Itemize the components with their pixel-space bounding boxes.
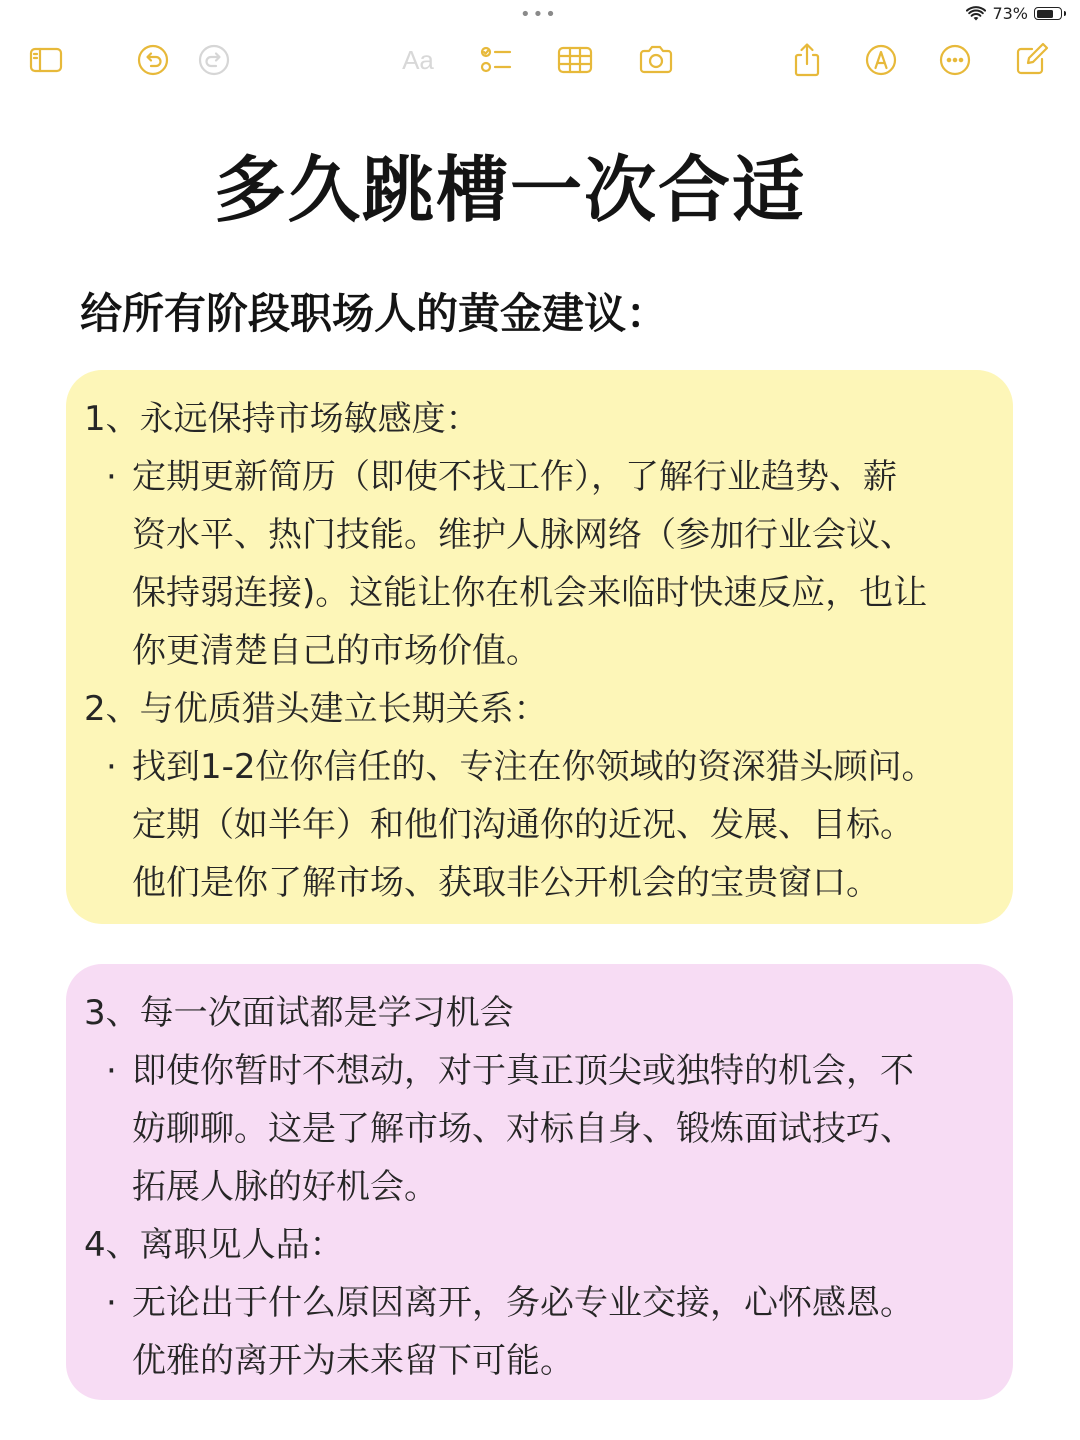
advice-line: 资水平、热门技能。维护人脉网络（参加行业会议、 xyxy=(132,515,914,555)
checklist-icon[interactable] xyxy=(476,40,516,80)
share-icon[interactable] xyxy=(787,40,827,80)
status-bar xyxy=(0,0,1080,30)
redo-icon[interactable] xyxy=(194,40,234,80)
undo-icon[interactable] xyxy=(133,40,173,80)
multitasking-dots[interactable]: ••• xyxy=(520,4,558,25)
advice-line: 定期更新简历（即使不找工作），了解行业趋势、薪 xyxy=(132,457,897,497)
wifi-icon xyxy=(966,6,986,22)
advice-item xyxy=(84,1216,995,1390)
more-options-icon[interactable] xyxy=(935,40,975,80)
advice-line: 他们是你了解市场、获取非公开机会的宝贵窗口。 xyxy=(132,863,880,903)
table-icon[interactable] xyxy=(555,40,595,80)
bullet-dot: · xyxy=(106,1051,117,1091)
advice-line: 定期（如半年）和他们沟通你的近况、发展、目标。 xyxy=(132,805,914,845)
note-title[interactable]: 多久跳槽一次合适 xyxy=(213,148,806,232)
advice-line: 即使你暂时不想动，对于真正顶尖或独特的机会，不 xyxy=(132,1051,914,1091)
advice-line: 保持弱连接)。这能让你在机会来临时快速反应，也让 xyxy=(132,573,928,613)
bullet-dot: · xyxy=(106,1283,117,1323)
advice-line: 妨聊聊。这是了解市场、对标自身、锻炼面试技巧、 xyxy=(132,1109,914,1149)
advice-body xyxy=(84,448,995,680)
advice-body xyxy=(84,1274,995,1390)
sidebar-toggle-icon[interactable] xyxy=(26,40,66,80)
markup-icon[interactable] xyxy=(861,40,901,80)
note-subtitle[interactable]: 给所有阶段职场人的黄金建议： xyxy=(80,289,669,338)
highlight-block-yellow[interactable] xyxy=(66,370,1013,924)
battery-level xyxy=(1037,10,1054,18)
status-indicators xyxy=(966,4,1062,23)
camera-icon[interactable] xyxy=(636,40,676,80)
bullet-dot: · xyxy=(106,747,117,787)
advice-line: 无论出于什么原因离开，务必专业交接，心怀感恩。 xyxy=(132,1283,914,1323)
battery-icon xyxy=(1034,7,1062,20)
advice-heading: 2、与优质猎头建立长期关系： xyxy=(84,689,548,729)
advice-item xyxy=(84,680,995,912)
compose-icon[interactable] xyxy=(1011,40,1051,80)
advice-line: 找到1-2位你信任的、专注在你领域的资深猎头顾问。 xyxy=(132,747,936,787)
battery-percent: 73% xyxy=(992,4,1028,23)
advice-heading: 3、每一次面试都是学习机会 xyxy=(84,993,514,1033)
advice-body xyxy=(84,738,995,912)
bullet-dot: · xyxy=(106,457,117,497)
highlight-block-pink[interactable] xyxy=(66,964,1013,1400)
advice-line: 拓展人脉的好机会。 xyxy=(132,1167,438,1207)
advice-line: 你更清楚自己的市场价值。 xyxy=(132,631,540,671)
advice-heading: 4、离职见人品： xyxy=(84,1225,344,1265)
advice-item xyxy=(84,984,995,1216)
advice-item xyxy=(84,390,995,680)
advice-heading: 1、永远保持市场敏感度： xyxy=(84,399,480,439)
advice-body xyxy=(84,1042,995,1216)
text-format-icon[interactable]: Aa xyxy=(402,44,434,75)
notes-toolbar xyxy=(0,36,1080,86)
advice-line: 优雅的离开为未来留下可能。 xyxy=(132,1341,574,1381)
